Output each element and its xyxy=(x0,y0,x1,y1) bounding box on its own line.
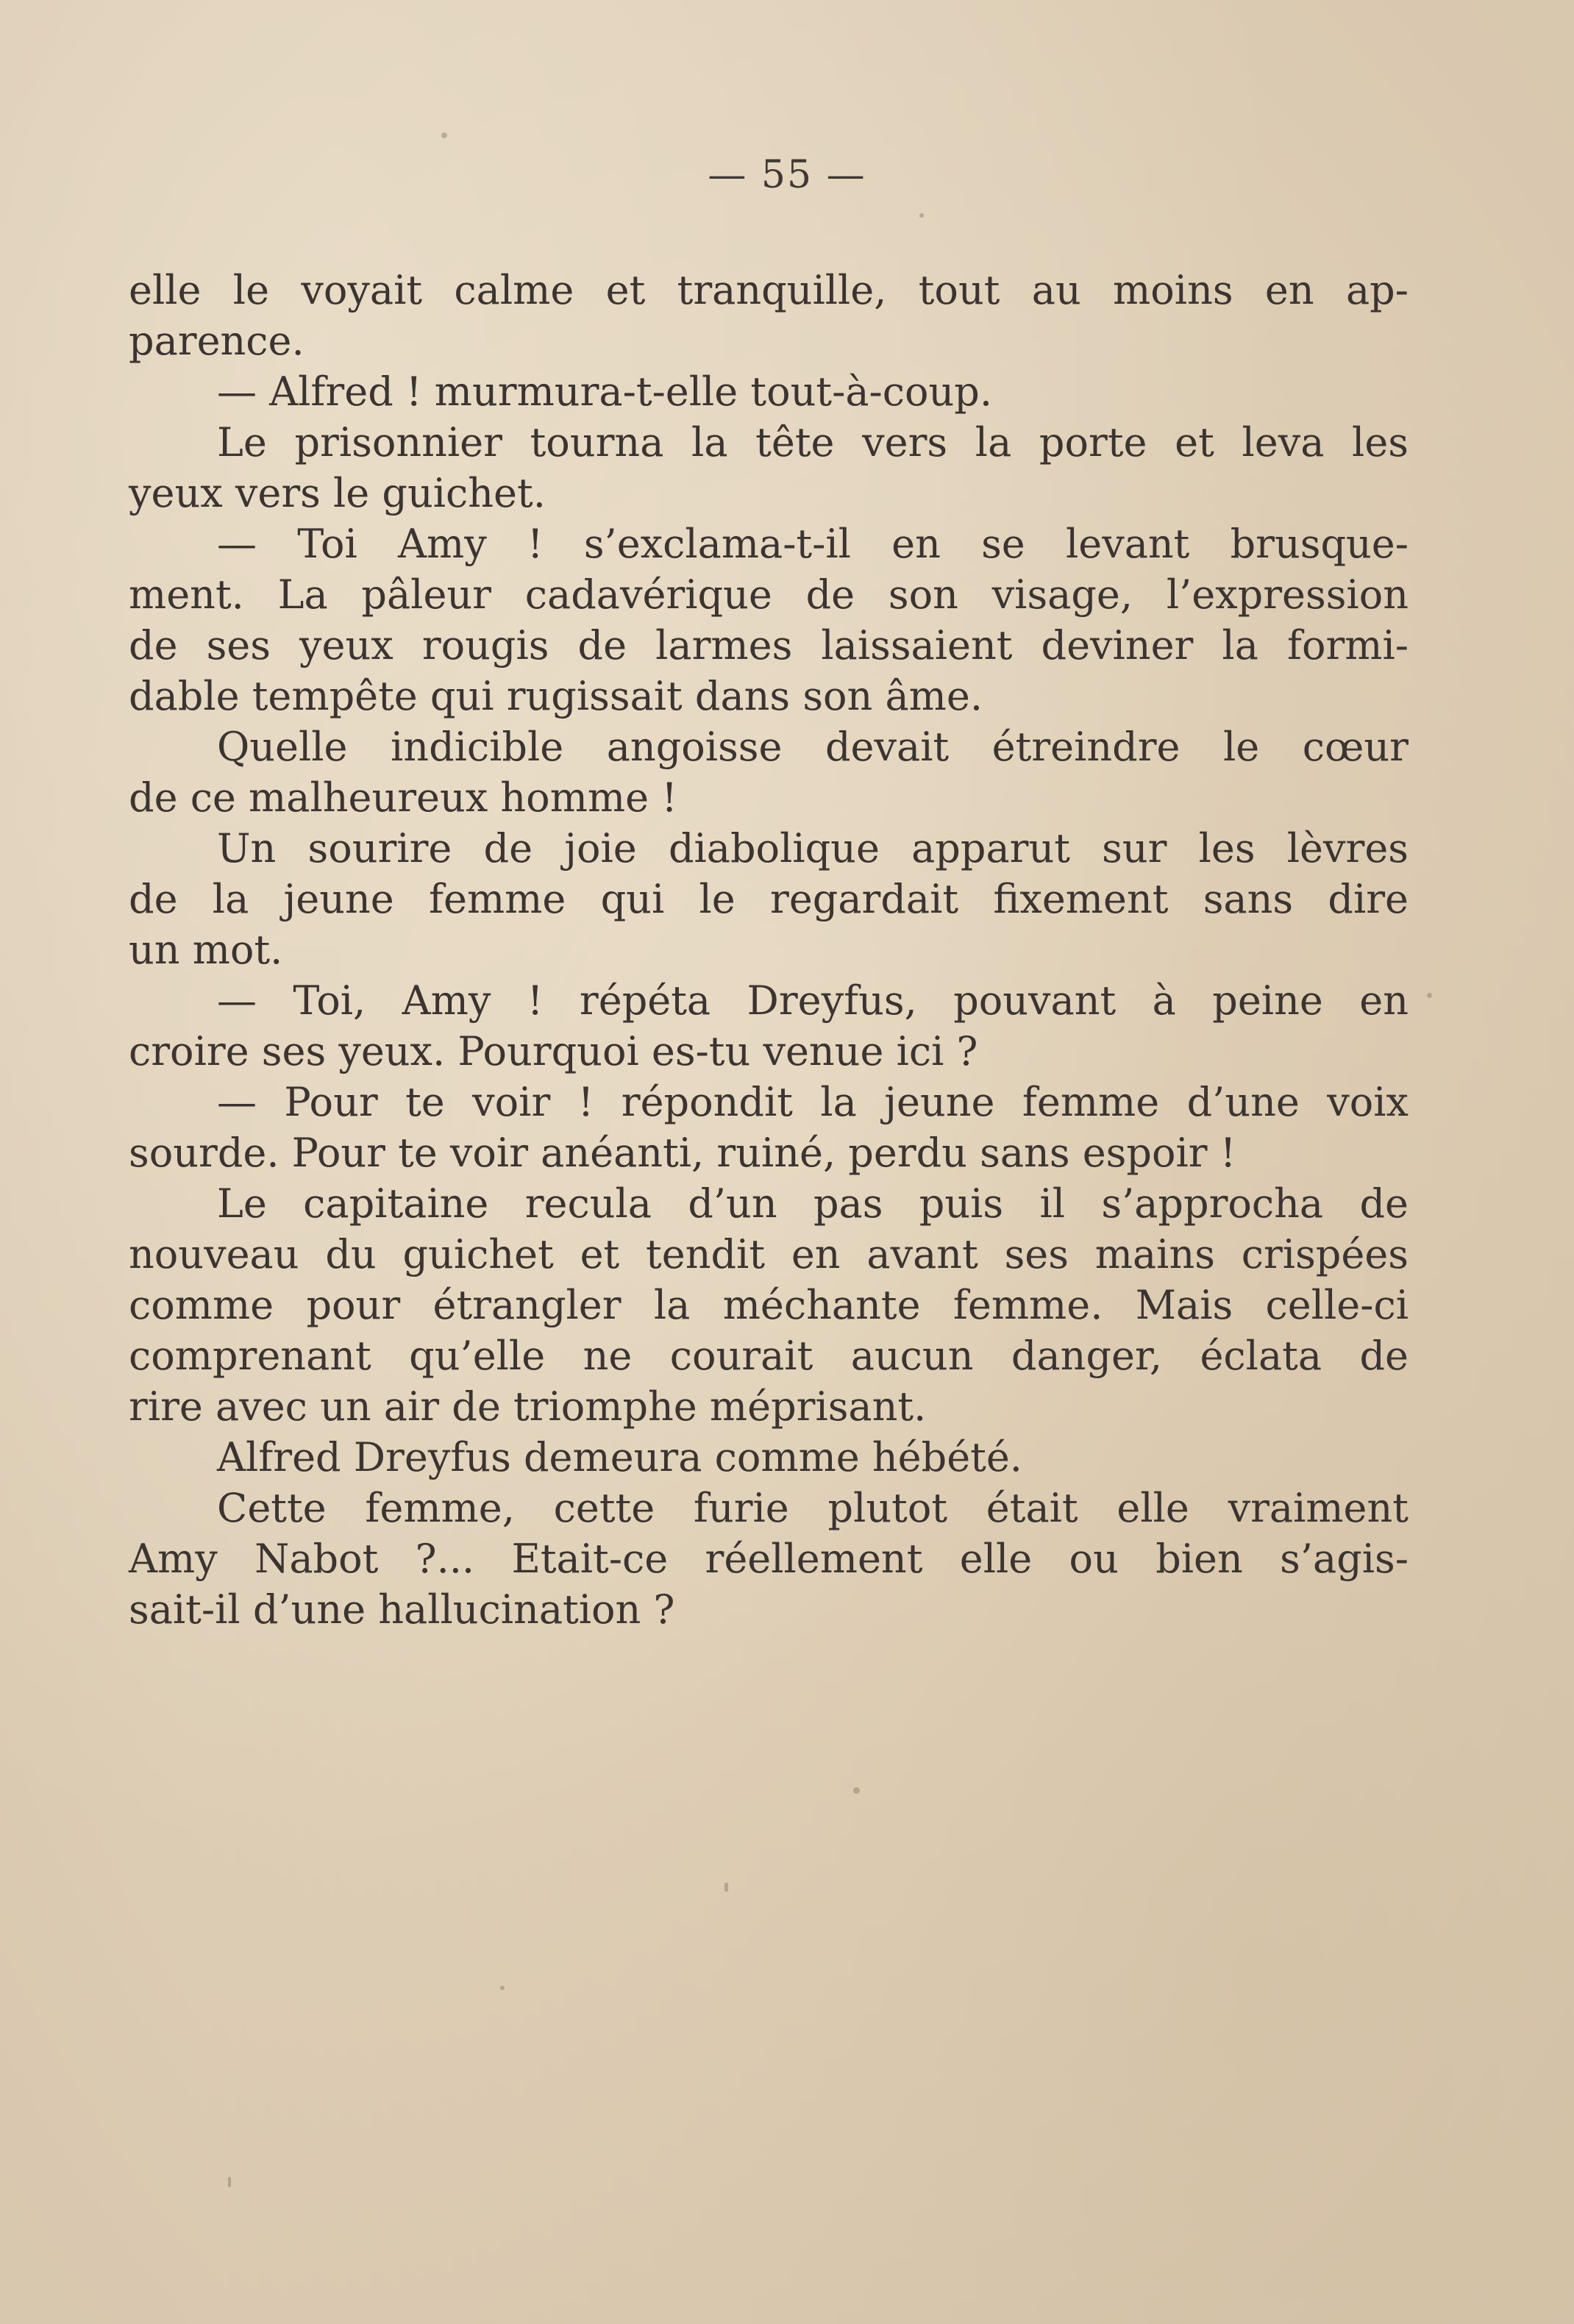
text-line: nouveau du guichet et tendit en avant ses mains crispées xyxy=(129,1231,1409,1277)
text-line: Amy Nabot ?... Etait-ce réellement elle ou bien s’agis- xyxy=(129,1536,1409,1582)
text-line: — Toi Amy ! s’exclama-t-il en se levant brusque- xyxy=(217,521,1409,567)
paper-speck xyxy=(441,132,447,138)
text-line: de la jeune femme qui le regardait fixement sans dire xyxy=(129,876,1409,922)
text-line: croire ses yeux. Pourquoi es-tu venue ici ? xyxy=(129,1028,978,1074)
text-line: sait-il d’une hallucination ? xyxy=(129,1586,675,1633)
text-line: elle le voyait calme et tranquille, tout au moins en ap- xyxy=(129,267,1409,313)
page-number: — 55 — xyxy=(708,153,866,197)
text-line: Alfred Dreyfus demeura comme hébété. xyxy=(217,1434,1022,1480)
paper-speck xyxy=(724,1883,728,1892)
paper-speck xyxy=(1427,993,1432,998)
paper-speck xyxy=(919,213,924,218)
text-line: Quelle indicible angoisse devait étreindre le cœur xyxy=(217,724,1409,770)
paper-speck xyxy=(228,2177,231,2187)
text-line: sourde. Pour te voir anéanti, ruiné, perdu sans espoir ! xyxy=(129,1130,1236,1176)
text-line: Cette femme, cette furie plutot était elle vraiment xyxy=(217,1485,1409,1531)
text-line: comme pour étrangler la méchante femme. Mais celle-ci xyxy=(129,1282,1409,1328)
text-line: Un sourire de joie diabolique apparut sur les lèvres xyxy=(217,825,1409,872)
text-line: Le capitaine recula d’un pas puis il s’approcha de xyxy=(217,1180,1409,1227)
text-line: — Pour te voir ! répondit la jeune femme d’une voix xyxy=(217,1079,1409,1125)
text-line: comprenant qu’elle ne courait aucun danger, éclata de xyxy=(129,1333,1409,1379)
paper-speck xyxy=(853,1787,860,1794)
text-line: — Alfred ! murmura-t-elle tout-à-coup. xyxy=(217,368,993,415)
paper-speck xyxy=(500,1986,505,1990)
text-line: — Toi, Amy ! répéta Dreyfus, pouvant à peine en xyxy=(217,977,1409,1024)
text-line: de ses yeux rougis de larmes laissaient deviner la formi- xyxy=(129,622,1409,669)
text-line: parence. xyxy=(129,318,305,364)
text-line: ment. La pâleur cadavérique de son visage, l’expression xyxy=(129,571,1409,618)
text-line: de ce malheureux homme ! xyxy=(129,774,677,821)
text-line: Le prisonnier tourna la tête vers la porte et leva les xyxy=(217,419,1409,466)
text-line: dable tempête qui rugissait dans son âme. xyxy=(129,673,983,719)
text-line: yeux vers le guichet. xyxy=(129,470,546,516)
body-text xyxy=(129,265,1409,1635)
text-line: un mot. xyxy=(129,927,283,973)
text-line: rire avec un air de triomphe méprisant. xyxy=(129,1383,927,1430)
